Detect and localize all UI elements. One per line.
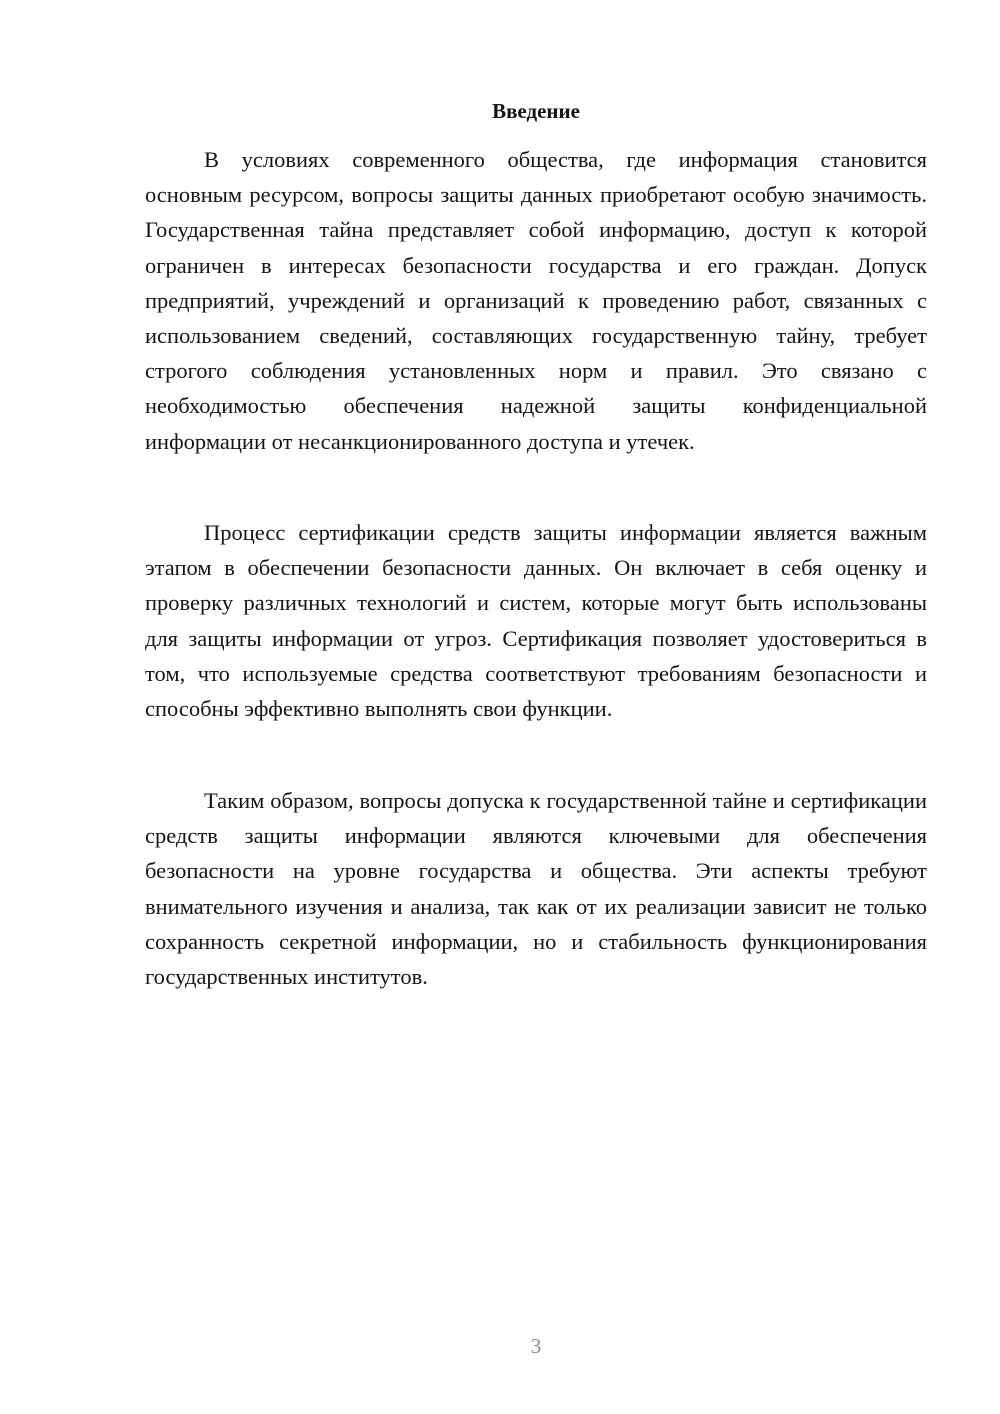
paragraph-1: В условиях современного общества, где информация становится основным ресурсом, вопросы защиты данных приобретают особую значимость. Государственная тайна представляет собой информацию, доступ к которой ограничен в интересах безопасности государства и его граждан. Допуск предприятий, учреждений и организаций к проведению работ, связанных с использованием сведений, составляющих государственную тайну, требует строгого соблюдения установленных норм и правил. Это связано с необходимостью обеспечения надежной защиты конфиденциальной информации от несанкционированного доступа и утечек. bbox=[145, 147, 927, 454]
section-heading: Введение bbox=[492, 99, 580, 123]
page-number: 3 bbox=[530, 1334, 542, 1358]
paragraph-2: Процесс сертификации средств защиты информации является важным этапом в обеспечении безопасности данных. Он включает в себя оценку и проверку различных технологий и систем, которые могут быть использованы для защиты информации от угроз. Сертификация позволяет удостовериться в том, что используемые средства соответствуют требованиям безопасности и способны эффективно выполнять свои функции. bbox=[145, 520, 927, 722]
paragraph-3: Таким образом, вопросы допуска к государственной тайне и сертификации средств защиты информации являются ключевыми для обеспечения безопасности на уровне государства и общества. Эти аспекты требуют внимательного изучения и анализа, так как от их реализации зависит не только сохранность секретной информации, но и стабильность функционирования государственных институтов. bbox=[145, 788, 927, 990]
